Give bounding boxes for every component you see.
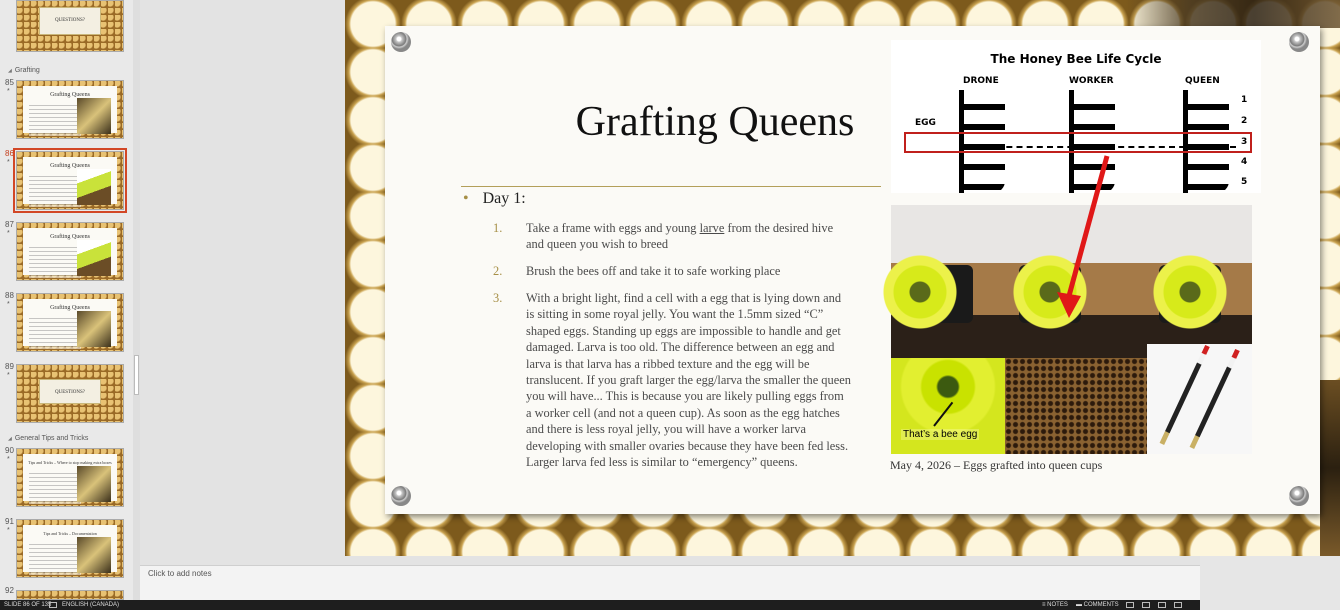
step-text-part: from the desired hive and queen you wish to breed — [526, 221, 834, 252]
slide-title[interactable]: Grafting Queens — [575, 99, 855, 145]
thumbnail-image — [77, 98, 111, 134]
photo-caption[interactable]: May 4, 2026 – Eggs grafted into queen cups — [890, 458, 1103, 472]
slide-number: 85 — [5, 78, 14, 87]
slide-number: 92 — [5, 586, 14, 595]
normal-view-icon[interactable] — [1126, 602, 1134, 608]
transition-star-icon: * — [7, 456, 10, 463]
section-header-general-tips[interactable]: ◢ General Tips and Tricks — [8, 435, 88, 442]
slide-number: 89 — [5, 362, 14, 371]
day-number: 2 — [1241, 116, 1248, 126]
row-label-egg: EGG — [915, 118, 936, 128]
slide-number: 90 — [5, 446, 14, 455]
thumbnail-title: QUESTIONS? — [55, 390, 85, 395]
thumbnail-title: Tips and Tricks – Documentation — [43, 531, 97, 536]
slide-number: 88 — [5, 291, 14, 300]
step-text: Brush the bees off and take it to safe working place — [526, 264, 781, 278]
lifecycle-diagram[interactable] — [891, 40, 1261, 193]
thumbnail-paper — [23, 454, 117, 501]
slide-number: 87 — [5, 220, 14, 229]
thumbnail-image — [77, 466, 111, 502]
egg-closeup-photo[interactable] — [891, 358, 1005, 454]
thumbnail-paper — [23, 86, 117, 133]
slide-thumbnail-88[interactable] — [16, 293, 124, 352]
step-item-2[interactable] — [493, 263, 852, 279]
queen-cup — [1151, 253, 1229, 331]
thumbnail-text-lines — [29, 315, 81, 349]
column-label-worker: WORKER — [1069, 76, 1114, 86]
pushpin-icon — [1289, 32, 1309, 52]
day-label: Day 1: — [482, 190, 526, 207]
column-label-drone: DRONE — [963, 76, 999, 86]
comments-toggle-label: COMMENTS — [1083, 602, 1119, 608]
thumbnail-image — [77, 311, 111, 347]
transition-star-icon: * — [7, 301, 10, 308]
slide-thumbnail-85[interactable] — [16, 80, 124, 139]
thumbnail-paper — [23, 157, 117, 204]
slide-editing-area[interactable] — [140, 0, 1248, 565]
bee-background-image — [1320, 380, 1340, 556]
slide-paper-panel — [385, 26, 1320, 514]
notes-pane[interactable] — [140, 565, 1200, 600]
day-heading[interactable] — [463, 190, 526, 208]
thumbnail-image — [77, 240, 111, 276]
thumbnail-title: Grafting Queens — [50, 305, 90, 311]
day-number: 4 — [1241, 157, 1248, 167]
thumbnail-scrollbar-thumb[interactable] — [134, 355, 139, 395]
step-item-3[interactable] — [493, 290, 852, 470]
step-item-1[interactable] — [493, 220, 852, 253]
slide-number: 91 — [5, 517, 14, 526]
slide-thumbnail-91[interactable] — [16, 519, 124, 578]
transition-star-icon: * — [7, 230, 10, 237]
thumbnail-title: Grafting Queens — [50, 163, 90, 169]
thumbnail-paper — [23, 299, 117, 346]
column-label-queen: QUEEN — [1185, 76, 1220, 86]
thumbnail-title: Tips and Tricks – Where to stop making extra boxes — [28, 460, 112, 465]
step-number: 2. — [493, 264, 503, 278]
pushpin-icon — [391, 486, 411, 506]
queen-cup — [881, 253, 959, 331]
day-number: 1 — [1241, 95, 1248, 105]
thumbnail-text-lines — [29, 244, 81, 278]
thumbnail-text-lines — [29, 173, 81, 207]
grafting-tools-photo[interactable] — [1147, 344, 1252, 454]
slide-thumbnail-86[interactable] — [16, 151, 124, 210]
thumbnail-text-lines — [29, 541, 81, 575]
thumbnail-scrollbar[interactable] — [133, 0, 140, 600]
notes-icon: ≡ — [1042, 602, 1048, 608]
section-header-grafting[interactable]: ◢ Grafting — [8, 67, 40, 74]
thumbnail-paper — [23, 525, 117, 572]
notes-placeholder: Click to add notes — [148, 569, 212, 578]
status-bar — [0, 600, 1200, 610]
step-text — [526, 220, 852, 253]
day-3-highlight-box — [904, 132, 1252, 153]
lifecycle-title: The Honey Bee Life Cycle — [990, 52, 1162, 66]
reading-view-icon[interactable] — [1158, 602, 1166, 608]
queen-cups-photo[interactable] — [891, 205, 1252, 358]
slide-number-selected: 86 — [5, 149, 14, 158]
slide-thumbnail-89[interactable] — [16, 364, 124, 423]
comments-toggle-button[interactable] — [1076, 602, 1119, 608]
thumbnail-paper — [39, 379, 101, 404]
queen-cup — [1011, 253, 1089, 331]
title-divider — [461, 186, 881, 187]
thumbnail-image — [77, 169, 111, 205]
step-number: 1. — [493, 221, 503, 235]
thumbnail-text-lines — [29, 102, 81, 136]
honeycomb-photo[interactable] — [1005, 358, 1147, 454]
thumbnail-title: Grafting Queens — [50, 92, 90, 98]
slide-canvas[interactable] — [345, 0, 1340, 556]
spelling-check-icon[interactable] — [49, 602, 57, 608]
step-text: With a bright light, find a cell with a egg that is lying down and is sitting in some royal jelly. You want the 1.5mm sized “C” shaped eggs. Standing up eggs are impossible to handle and get damaged. Larva is too old. The difference between an egg and larva is that larva has a ribbed texture and the egg will be translucent. If you graft larger the egg/larva the smaller the queen you will have... This is because you are likely pulling eggs from a worker cell (and not a queen cup). As soon as the egg hatches and there is less royal jelly, you will have a worker larva developing with smaller ovaries because they have been fed less. Larger larva fed less is similar to “emergency” queens. — [526, 291, 851, 470]
slide-indicator: SLIDE 86 OF 135 — [4, 602, 52, 608]
slide-sorter-icon[interactable] — [1142, 602, 1150, 608]
thumbnail-paper — [39, 7, 101, 35]
transition-star-icon: * — [7, 527, 10, 534]
step-text-part: Take a frame with eggs and young — [526, 221, 700, 235]
language-indicator[interactable]: ENGLISH (CANADA) — [62, 602, 120, 608]
comments-icon: ▬ — [1076, 602, 1084, 608]
thumbnail-image — [77, 537, 111, 573]
notes-toggle-label: NOTES — [1047, 602, 1068, 608]
thumbnail-paper — [23, 228, 117, 275]
pointer-arrow-icon — [933, 402, 953, 427]
slide-thumbnail-pane[interactable] — [0, 0, 140, 600]
transition-star-icon: * — [7, 372, 10, 379]
day-number: 5 — [1241, 177, 1248, 187]
pushpin-icon — [1289, 486, 1309, 506]
thumbnail-title: Grafting Queens — [50, 234, 90, 240]
thumbnail-text-lines — [29, 470, 81, 504]
slide-thumbnail-90[interactable] — [16, 448, 124, 507]
thumbnail-title: QUESTIONS? — [55, 18, 85, 23]
underlined-word: larve — [699, 221, 725, 235]
slide-thumbnail-87[interactable] — [16, 222, 124, 281]
slide-thumbnail-92[interactable] — [16, 590, 124, 600]
bullet-icon: • — [463, 190, 469, 207]
transition-star-icon: * — [7, 88, 10, 95]
step-number: 3. — [493, 291, 503, 305]
slide-thumbnail[interactable] — [16, 0, 124, 52]
bees-background-image — [1125, 0, 1340, 28]
notes-toggle-button[interactable] — [1042, 602, 1068, 608]
egg-photo-label: That’s a bee egg — [903, 429, 978, 440]
transition-star-icon: * — [7, 159, 10, 166]
slideshow-icon[interactable] — [1174, 602, 1182, 608]
day-number: 3 — [1241, 137, 1248, 147]
pushpin-icon — [391, 32, 411, 52]
